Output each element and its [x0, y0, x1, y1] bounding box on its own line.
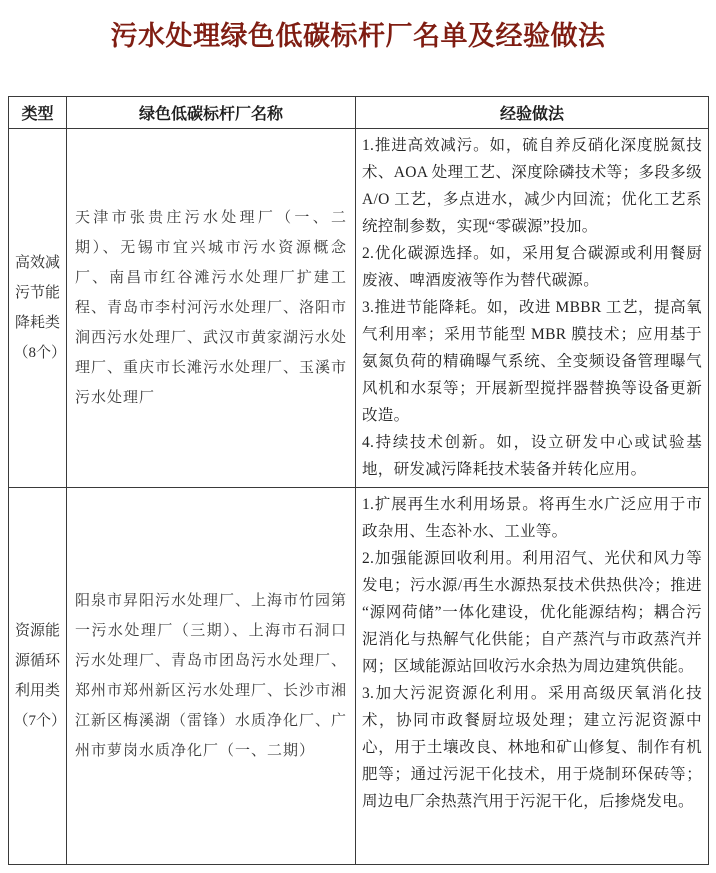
type-cell — [9, 129, 67, 488]
table-row — [9, 129, 709, 488]
practice-item: 4.持续技术创新。如，设立研发中心或试验基地，研发减污降耗技术装备并转化应用。 — [362, 434, 702, 478]
header-practices: 经验做法 — [356, 97, 709, 129]
header-plant-names: 绿色低碳标杆厂名称 — [67, 97, 356, 129]
practices-cell — [356, 129, 709, 488]
benchmark-plants-table — [8, 96, 709, 865]
plants-cell — [67, 488, 356, 865]
practice-item: 1.推进高效减污。如，硫自养反硝化深度脱氮技术、AOA 处理工艺、深度除磷技术等；多段多级 A/O 工艺，多点进水，减少内回流；优化工艺系统控制参数，实现“零碳源”投加。 — [362, 137, 702, 235]
category-label: 高效减污节能降耗类（8个） — [13, 255, 67, 361]
plant-names-text: 天津市张贵庄污水处理厂（一、二期）、无锡市宜兴城市污水资源概念厂、南昌市红谷滩污水处理厂扩建工程、青岛市李村河污水处理厂、洛阳市涧西污水处理厂、武汉市黄家湖污水处理厂、重庆市长滩污水处理厂、玉溪市污水处理厂 — [75, 210, 348, 406]
practices-cell — [356, 488, 709, 865]
page-title: 污水处理绿色低碳标杆厂名单及经验做法 — [110, 21, 606, 51]
table-header-row — [9, 97, 709, 129]
plant-names-text: 阳泉市昇阳污水处理厂、上海市竹园第一污水处理厂（三期）、上海市石洞口污水处理厂、青岛市团岛污水处理厂、郑州市郑州新区污水处理厂、长沙市湘江新区梅溪湖（雷锋）水质净化厂、广州市萝岗水质净化厂（一、二期） — [75, 593, 348, 759]
type-cell — [9, 488, 67, 865]
plants-cell — [67, 129, 356, 488]
practice-item: 1.扩展再生水利用场景。将再生水广泛应用于市政杂用、生态补水、工业等。 — [362, 496, 702, 540]
table-row — [9, 488, 709, 865]
category-label: 资源能源循环利用类（7个） — [13, 623, 67, 729]
practice-item: 2.加强能源回收利用。利用沼气、光伏和风力等发电；污水源/再生水源热泵技术供热供冷；推进“源网荷储”一体化建设，优化能源结构；耦合污泥消化与热解气化供能；自产蒸汽与市政蒸汽并网；区域能源站回收污水余热为周边建筑供能。 — [362, 550, 702, 675]
practice-item: 3.加大污泥资源化利用。采用高级厌氧消化技术，协同市政餐厨垃圾处理；建立污泥资源中心，用于土壤改良、林地和矿山修复、制作有机肥等；通过污泥干化技术，用于烧制环保砖等；周边电厂余热蒸汽用于污泥干化，后掺烧发电。 — [362, 685, 702, 810]
practice-item: 3.推进节能降耗。如，改进 MBBR 工艺，提高氧气利用率；采用节能型 MBR 膜技术；应用基于氨氮负荷的精确曝气系统、全变频设备管理曝气风机和水泵等；开展新型搅拌器替换等设备更新改造。 — [362, 299, 702, 424]
practice-item: 2.优化碳源选择。如，采用复合碳源或利用餐厨废液、啤酒废液等作为替代碳源。 — [362, 245, 702, 289]
header-type: 类型 — [9, 97, 67, 129]
